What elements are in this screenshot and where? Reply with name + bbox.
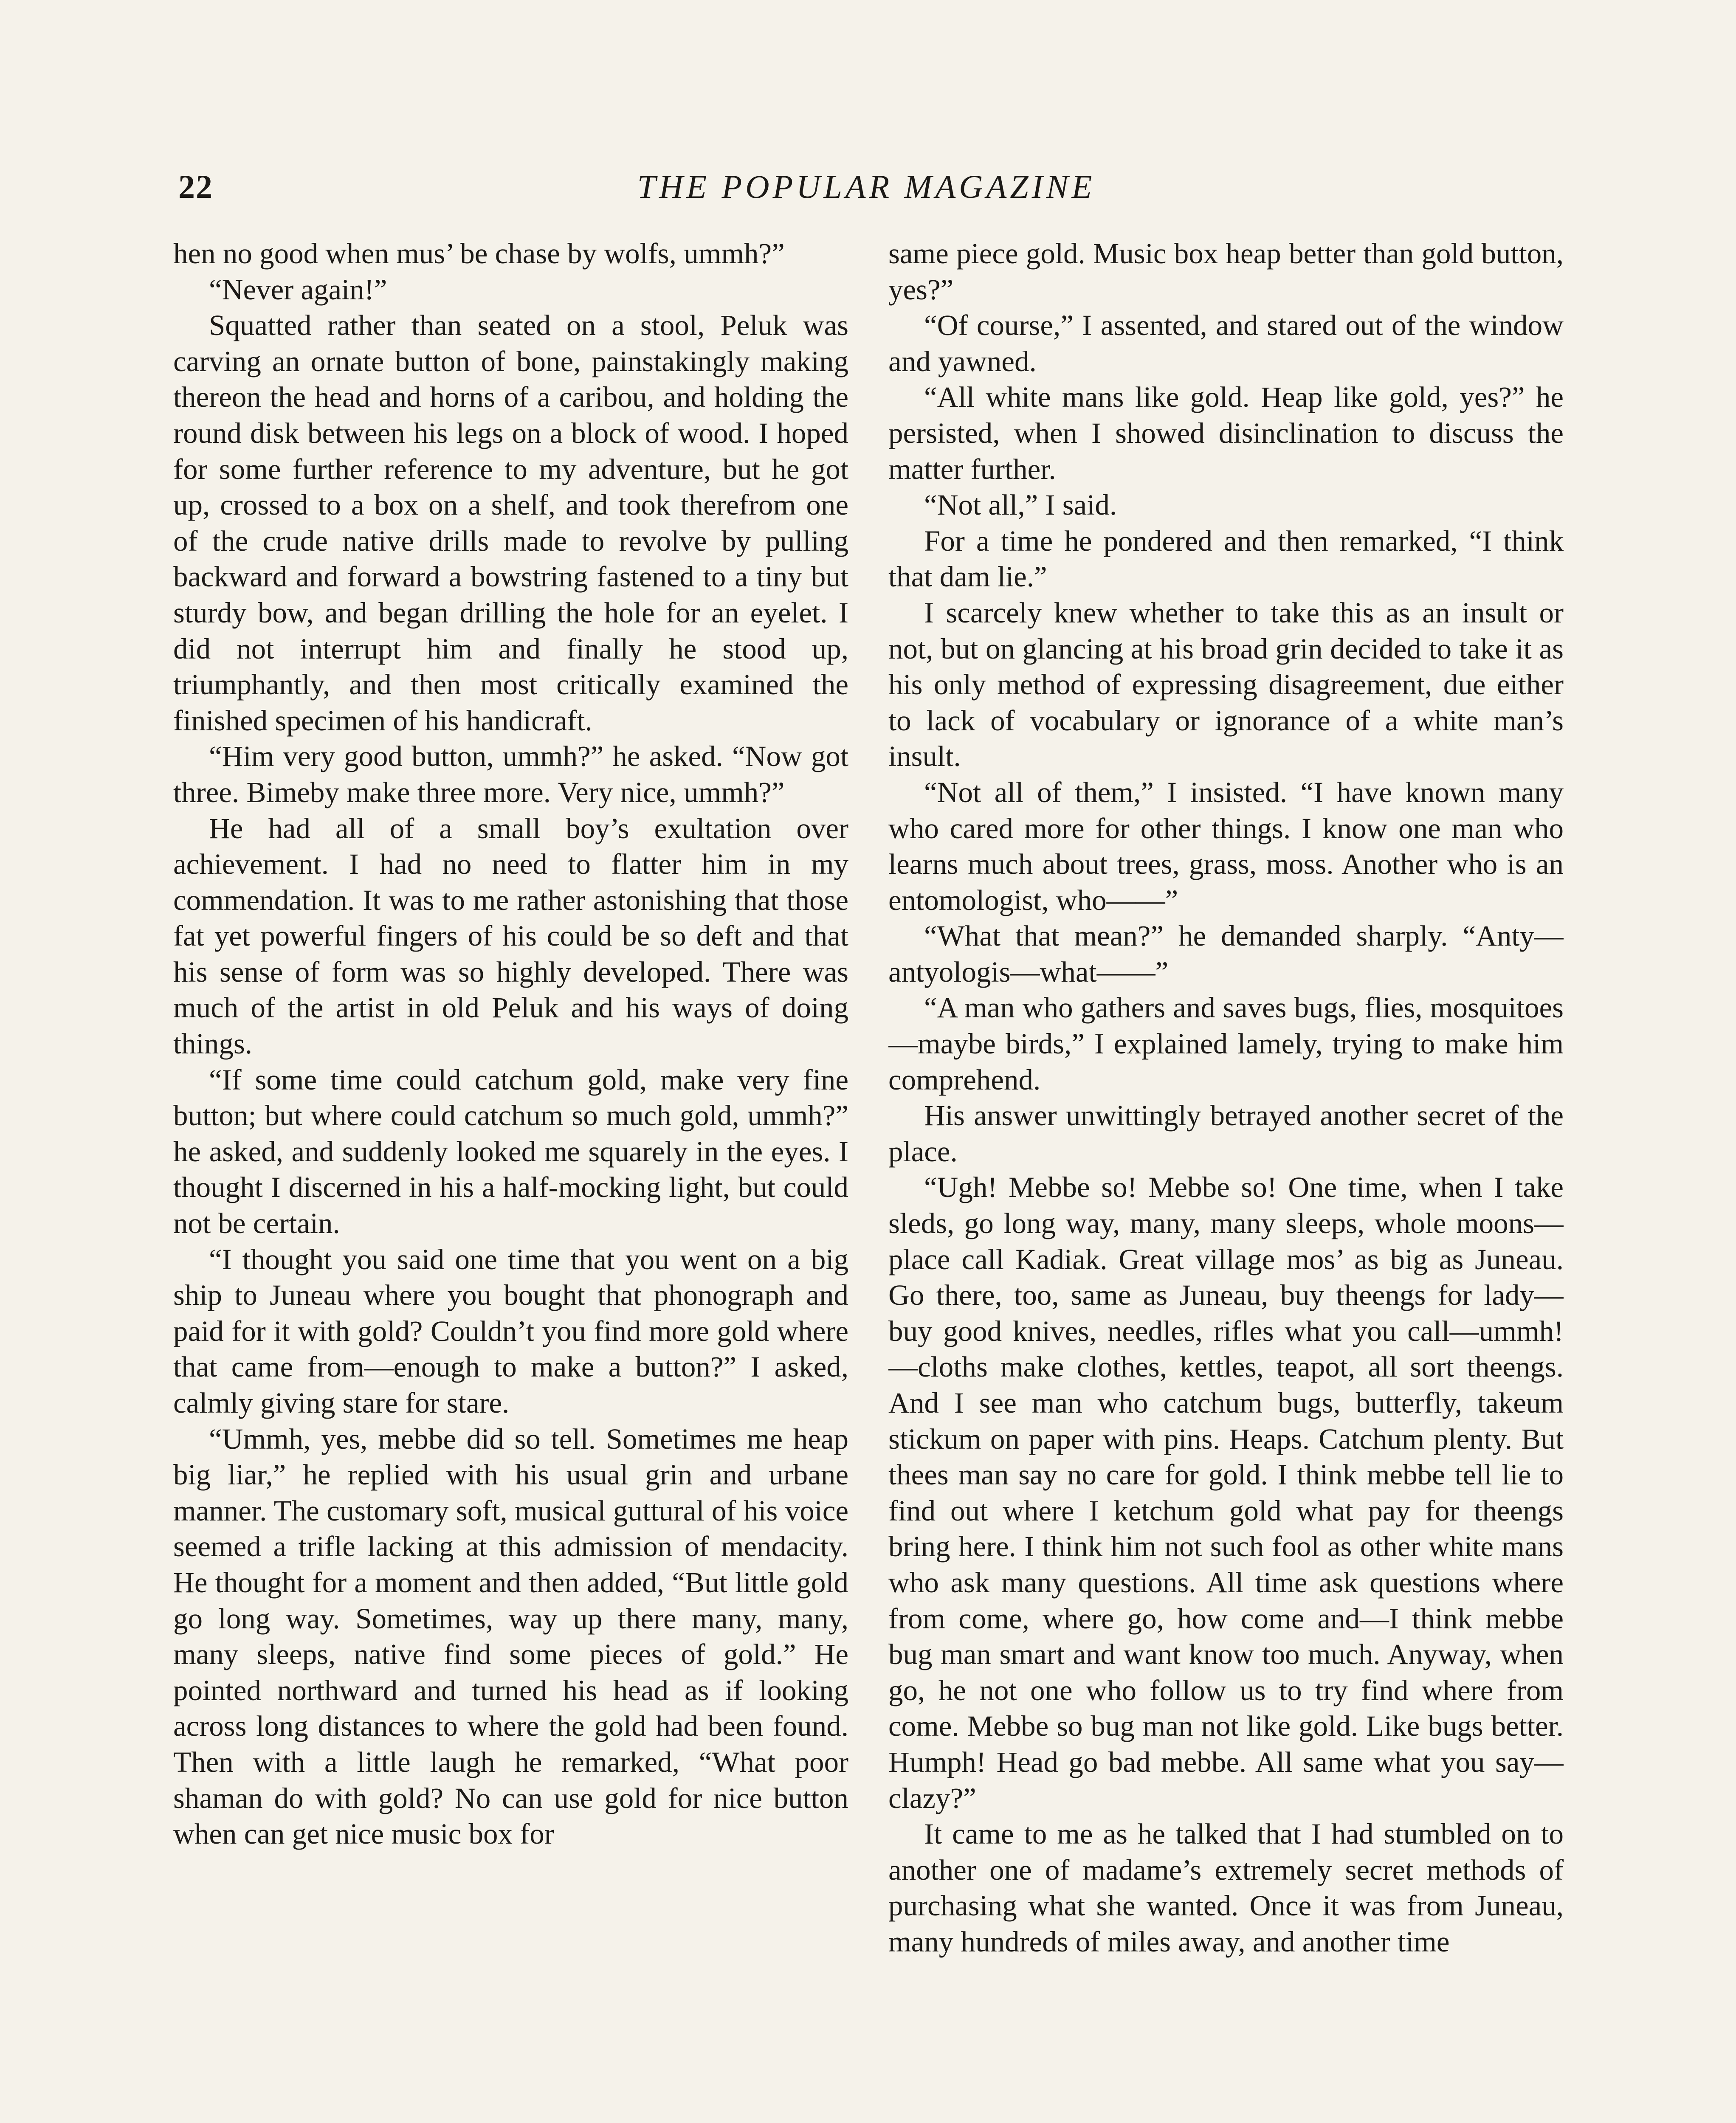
paragraph: “Not all of them,” I insisted. “I have known many who cared more for other things. I know one man who learns much about trees, grass, moss. Another who is an entomologist, who——” [888, 776, 1564, 916]
page-number: 22 [178, 168, 213, 205]
paragraph: He had all of a small boy’s exultation over achievement. I had no need to flatter him in my commendation. It was to me rather astonishing that those fat yet powerful fingers of his could be so deft and that his sense of form was so highly developed. There was much of the artist in old Peluk and his ways of doing things. [173, 812, 848, 1060]
paragraph: “Him very good button, ummh?” he asked. “Now got three. Bimeby make three more. Very nice, ummh?” [173, 740, 848, 808]
left-text-column [173, 236, 848, 2123]
paragraph: “Ugh! Mebbe so! Mebbe so! One time, when I take sleds, go long way, many, many sleeps, whole moons—place call Kadiak. Great village mos’ as big as Juneau. Go there, too, same as Juneau, buy theengs for lady—buy good knives, needles, rifles what you call—ummh!—cloths make clothes, kettles, teapot, all sort theengs. And I see man who catchum bugs, butterfly, takeum stickum on paper with pins. Heaps. Catchum plenty. But thees man say no care for gold. I think mebbe tell lie to find out where I ketchum gold what pay for theengs bring here. I think him not such fool as other white mans who ask many questions. All time ask questions where from come, where go, how come and—I think mebbe bug man smart and want know too much. Anyway, when go, he not one who follow us to try find where from come. Mebbe so bug man not like gold. Like bugs better. Humph! Head go bad mebbe. All same what you say—clazy?” [888, 1171, 1564, 1814]
paragraph: I scarcely knew whether to take this as an insult or not, but on glancing at his broad grin decided to take it as his only method of expressing disagreement, due either to lack of vocabulary or ignorance of a white man’s insult. [888, 596, 1564, 773]
paragraph: For a time he pondered and then remarked, “I think that dam lie.” [888, 524, 1564, 593]
paragraph: “If some time could catchum gold, make very fine button; but where could catchum so much gold, ummh?” he asked, and suddenly looked me squarely in the eyes. I thought I discerned in his a half-mocking light, but could not be certain. [173, 1063, 848, 1240]
paragraph: same piece gold. Music box heap better than gold button, yes?” [888, 237, 1564, 306]
paragraph: It came to me as he talked that I had stumbled on to another one of madame’s extremely secret methods of purchasing what she wanted. Once it was from Juneau, many hundreds of miles away, and another time [888, 1818, 1564, 1958]
paragraph: “Of course,” I assented, and stared out of the window and yawned. [888, 309, 1564, 377]
paragraph: “All white mans like gold. Heap like gold, yes?” he persisted, when I showed disinclination to discuss the matter further. [888, 381, 1564, 485]
paragraph: “What that mean?” he demanded sharply. “Anty—antyologis—what——” [888, 920, 1564, 988]
paragraph: Squatted rather than seated on a stool, Peluk was carving an ornate button of bone, painstakingly making thereon the head and horns of a caribou, and holding the round disk between his legs on a block of wood. I hoped for some further reference to my adventure, but he got up, crossed to a box on a shelf, and took therefrom one of the crude native drills made to revolve by pulling backward and forward a bowstring fastened to a tiny but sturdy bow, and began drilling the hole for an eyelet. I did not interrupt him and finally he stood up, triumphantly, and then most critically examined the finished specimen of his handicraft. [173, 309, 848, 737]
paragraph: hen no good when mus’ be chase by wolfs, ummh?” [173, 237, 785, 270]
magazine-title: THE POPULAR MAGAZINE [637, 168, 1096, 205]
paragraph: “A man who gathers and saves bugs, flies, mosquitoes—maybe birds,” I explained lamely, trying to make him comprehend. [888, 991, 1564, 1096]
paragraph: “Never again!” [209, 273, 387, 306]
paragraph: “Ummh, yes, mebbe did so tell. Sometimes me heap big liar,” he replied with his usual grin and urbane manner. The customary soft, musical guttural of his voice seemed a trifle lacking at this admission of mendacity. He thought for a moment and then added, “But little gold go long way. Sometimes, way up there many, many, many sleeps, native find some pieces of gold.” He pointed northward and turned his head as if looking across long distances to where the gold had been found. Then with a little laugh he remarked, “What poor shaman do with gold? No can use gold for nice button when can get nice music box for [173, 1422, 848, 1850]
running-head [178, 168, 1554, 210]
right-text-column [888, 236, 1564, 2123]
paragraph: “I thought you said one time that you went on a big ship to Juneau where you bought that phonograph and paid for it with gold? Couldn’t you find more gold where that came from—enough to make a button?” I asked, calmly giving stare for stare. [173, 1243, 848, 1419]
paragraph: His answer unwittingly betrayed another secret of the place. [888, 1099, 1564, 1168]
paragraph: “Not all,” I said. [924, 489, 1117, 521]
